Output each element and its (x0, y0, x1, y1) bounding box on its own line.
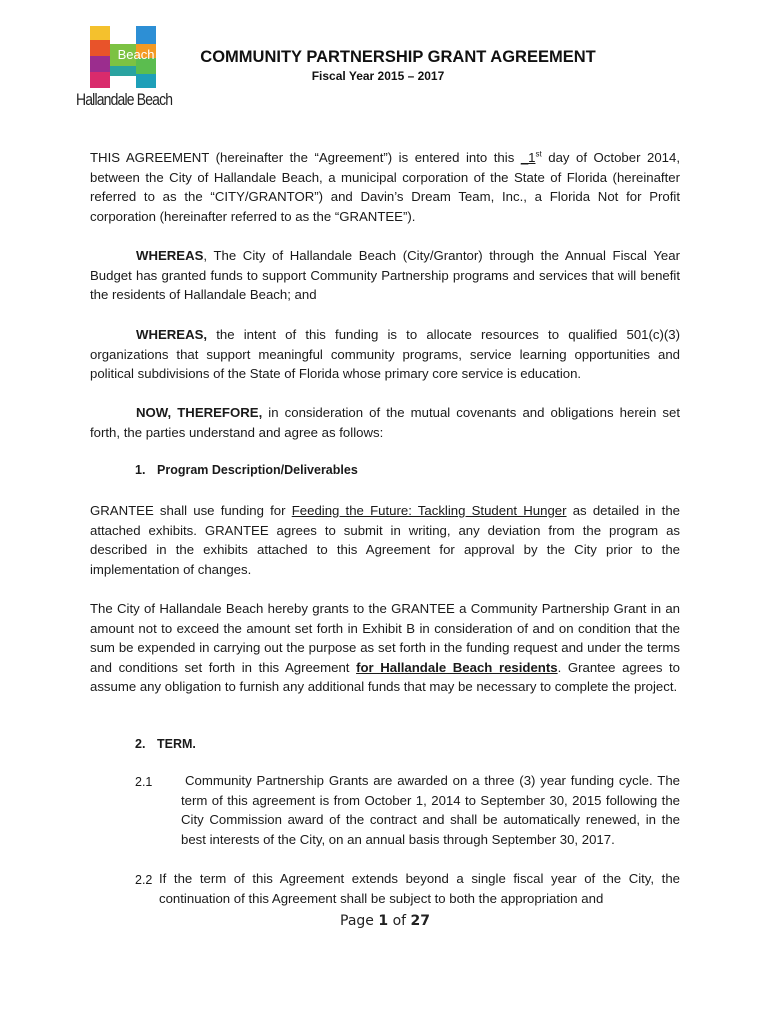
grant-text-end: . Grantee agrees to assume any obligation to furnish any additional funds that may be necessary to complete the project. (90, 659, 680, 695)
logo-badge-text: Beach (117, 47, 155, 62)
section-number: 2. (135, 737, 146, 751)
clause-2-1-text: Community Partnership Grants are awarded on a three (3) year funding cycle. The term of this agreement is from October 1, 2014 to September 30, 2015 following the City Commission award of the contract and shall be automatically renewed, in the best interests of the City, on an annual basis through September 30, 2017. (181, 773, 680, 847)
now-therefore-paragraph (90, 403, 680, 442)
whereas-text: , The City of Hallandale Beach (City/Grantor) through the Annual Fiscal Year Budget has granted funds to support Community Partnership programs and services that will benefit the residents of Hallandale Beach; and (90, 248, 680, 303)
section-number: 1. (135, 463, 146, 477)
program-paragraph (90, 501, 680, 579)
program-name: Feeding the Future: Tackling Student Hunger (291, 503, 567, 518)
current-page: 1 (378, 913, 389, 929)
whereas-label: WHEREAS, (136, 327, 208, 342)
program-text-start: GRANTEE shall use funding for (90, 503, 292, 518)
hallandale-beach-logo (76, 26, 172, 114)
clause-2-2-number: 2.2 (135, 873, 153, 887)
intro-paragraph (90, 148, 680, 226)
section-title: Program Description/Deliverables (157, 463, 358, 477)
program-text-end: as detailed in the attached exhibits. GRANTEE agrees to submit in writing, any deviation from the program as described in the exhibits attached to this Agreement for approval by the City prior to the implementation of changes. (90, 503, 680, 577)
grant-text-start: The City of Hallandale Beach hereby grants to the GRANTEE a Community Partnership Grant in an amount not to exceed the amount set forth in Exhibit B in consideration of and on condition that the sum be expended in carrying out the purpose as set forth in the funding request and under the terms and conditions set forth in this Agreement (90, 601, 680, 675)
total-pages: 27 (410, 913, 430, 929)
whereas-label: WHEREAS (136, 248, 204, 263)
whereas-text: the intent of this funding is to allocate resources to qualified 501(c)(3) organizations that support meaningful community programs, service learning opportunities and political subdivisions of the State of Florida whose primary core service is education. (90, 327, 680, 382)
logo-wordmark: Hallandale Beach (76, 90, 173, 109)
intro-text-start: THIS AGREEMENT (hereinafter the “Agreement”) is entered into this (90, 150, 521, 165)
whereas-paragraph-2 (90, 325, 680, 384)
clause-2-2-text: If the term of this Agreement extends beyond a single fiscal year of the City, the continuation of this Agreement shall be subject to both the appropriation and (159, 871, 680, 906)
now-therefore-text: in consideration of the mutual covenants and obligations herein set forth, the parties understand and agree as follows: (90, 405, 680, 440)
now-therefore-label: NOW, THEREFORE, (136, 405, 263, 420)
intro-text-end: day of October 2014, between the City of Hallandale Beach, a municipal corporation of the State of Florida (hereinafter referred to as the “CITY/GRANTOR”) and Davin’s Dream Team, Inc., a Florida Not for Profit corporation (hereinafter referred to as the “GRANTEE”). (90, 150, 680, 224)
document-subtitle: Fiscal Year 2015 – 2017 (311, 69, 445, 83)
of-label: of (392, 913, 407, 929)
document-title: COMMUNITY PARTNERSHIP GRANT AGREEMENT (200, 48, 596, 66)
clause-2-1-number: 2.1 (135, 775, 153, 789)
residents-emphasis: for Hallandale Beach residents (356, 659, 558, 675)
section-1-heading (135, 463, 358, 477)
page-number-footer (0, 913, 770, 929)
day-suffix: st (535, 149, 542, 159)
agreement-day: _1 (520, 150, 536, 165)
page-label: Page (340, 913, 374, 929)
logo-h-mark-icon (90, 26, 156, 88)
section-title: TERM. (157, 737, 196, 751)
section-2-heading (135, 737, 196, 751)
grant-paragraph (90, 599, 680, 697)
whereas-paragraph-1 (90, 246, 680, 305)
